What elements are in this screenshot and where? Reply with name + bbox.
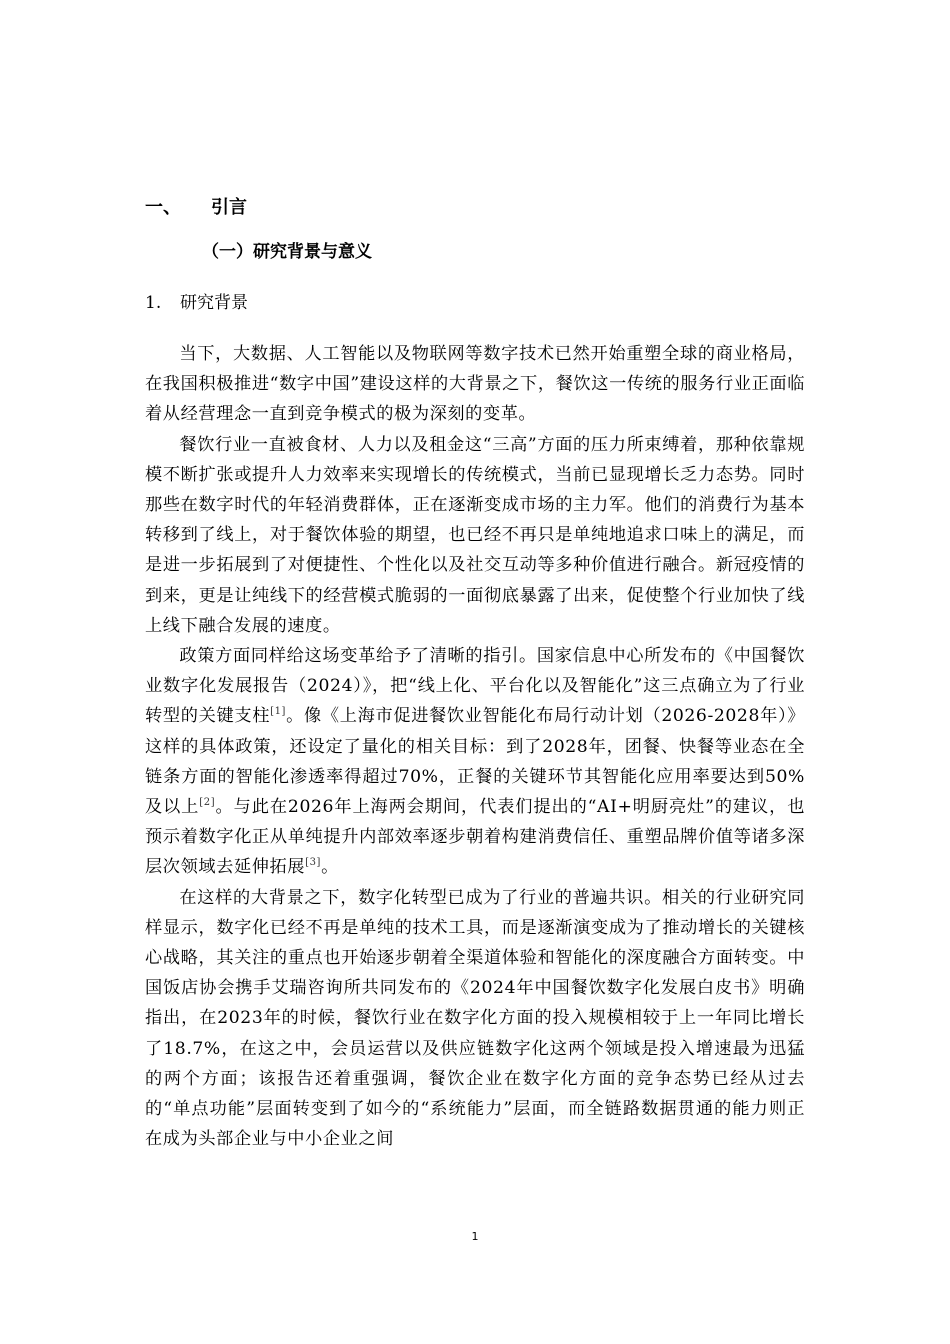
paragraph-4: 在这样的大背景之下，数字化转型已成为了行业的普遍共识。相关的行业研究同样显示，数字化已经不再是单纯的技术工具，而是逐渐演变成为了推动增长的关键核心战略，其关注的重点也开始逐步朝着全渠道体验和智能化的深度融合方面转变。中国饭店协会携手艾瑞咨询所共同发布的《2024年中国餐饮数字化发展白皮书》明确指出，在2023年的时候，餐饮行业在数字化方面的投入规模相较于上一年同比增长了18.7%，在这之中，会员运营以及供应链数字化这两个领域是投入增速最为迅猛的两个方面；该报告还着重强调，餐饮企业在数字化方面的竞争态势已经从过去的“单点功能”层面转变到了如今的“系统能力”层面，而全链路数据贯通的能力则正在成为头部企业与中小企业之间: [145, 887, 805, 1150]
paragraph-2: 餐饮行业一直被食材、人力以及租金这“三高”方面的压力所束缚着，那种依靠规模不断扩张或提升人力效率来实现增长的传统模式，当前已显现增长乏力态势。同时那些在数字时代的年轻消费群体，正在逐渐变成市场的主力军。他们的消费行为基本转移到了线上，对于餐饮体验的期望，也已经不再只是单纯地追求口味上的满足，而是进一步拓展到了对便捷性、个性化以及社交互动等多种价值进行融合。新冠疫情的到来，更是让纯线下的经营模式脆弱的一面彻底暴露了出来，促使整个行业加快了线上线下融合发展的速度。: [145, 434, 805, 636]
heading-1-title: 引言: [211, 197, 247, 218]
heading-1-number: 一、: [145, 197, 181, 218]
paragraph-3-part-2: 。像《上海市促进餐饮业智能化布局行动计划（2026-2028年）》这样的具体政策，还设定了量化的相关目标：到了2028年，团餐、快餐等业态在全链条方面的智能化渗透率得超过70%，正餐的关键环节其智能化应用率要达到50%及以上: [145, 706, 806, 818]
paragraph-3-part-1: 政策方面同样给这场变革给予了清晰的指引。国家信息中心所发布的《中国餐饮业数字化发展报告（2024）》，把“线上化、平台化以及智能化”这三点确立为了行业转型的关键支柱: [145, 646, 805, 727]
citation-1[interactable]: [1]: [270, 706, 287, 718]
heading-level-2: （一）研究背景与意义: [202, 242, 372, 262]
heading-3-number: 1.: [145, 293, 162, 313]
paragraph-1: 当下，大数据、人工智能以及物联网等数字技术已然开始重塑全球的商业格局，在我国积极推进“数字中国”建设这样的大背景之下，餐饮这一传统的服务行业正面临着从经营理念一直到竞争模式的极为深刻的变革。: [145, 344, 805, 425]
paragraph-3-part-3: 。与此在2026年上海两会期间，代表们提出的“AI+明厨亮灶”的建议，也预示着数字化正从单纯提升内部效率逐步朝着构建消费信任、重塑品牌价值等诸多深层次领域去延伸拓展: [145, 797, 805, 878]
heading-3-title: 研究背景: [180, 293, 248, 313]
heading-level-3: [145, 289, 248, 317]
heading-level-1: [145, 194, 247, 222]
paragraph-3: [145, 641, 805, 883]
citation-3[interactable]: [3]: [305, 857, 322, 869]
page-number: 1: [471, 1230, 479, 1243]
citation-2[interactable]: [2]: [199, 797, 216, 809]
paragraph-3-part-4: 。: [321, 857, 339, 878]
body-text: [145, 339, 805, 1154]
